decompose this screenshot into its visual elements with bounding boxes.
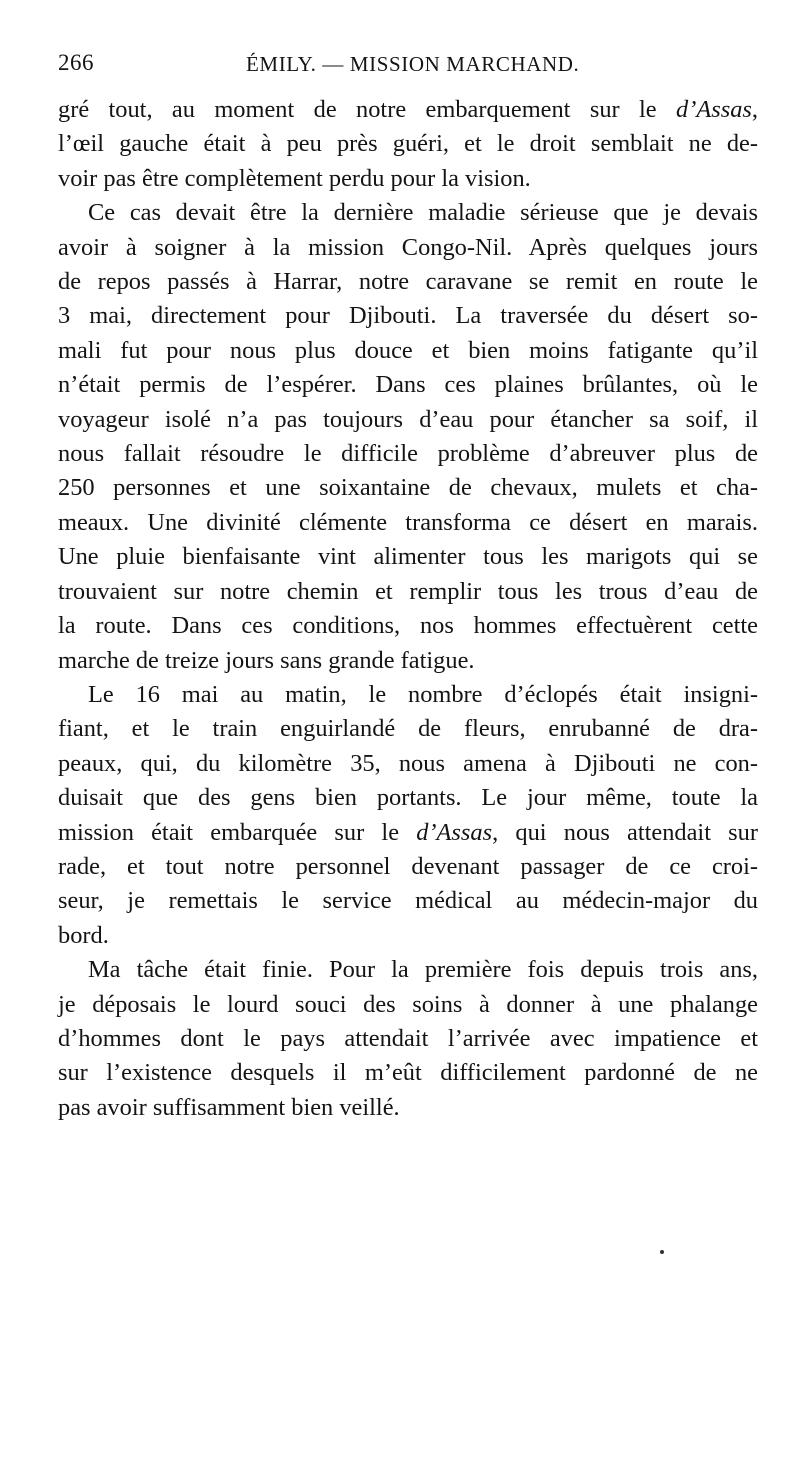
paragraph-3: [58, 678, 758, 953]
text-line: l’œil gauche était à peu près guéri, et le droit semblait ne de-: [58, 130, 758, 158]
paragraph-4: [58, 953, 758, 1125]
text-line: 3 mai, directement pour Djibouti. La traversée du désert so-: [58, 302, 758, 330]
text-line: Ma tâche était finie. Pour la première fois depuis trois ans,: [88, 956, 758, 984]
paragraph-2: [58, 196, 758, 678]
body-text: [58, 93, 758, 1125]
ship-name: d’Assas: [416, 818, 493, 846]
text-line: pas avoir suffisamment bien veillé.: [58, 1093, 400, 1121]
ship-name: d’Assas: [676, 96, 752, 123]
text-line: sur l’existence desquels il m’eût difficilement pardonné de ne: [58, 1059, 758, 1087]
text-line: la route. Dans ces conditions, nos hommes effectuèrent cette: [58, 612, 758, 640]
text-line: 250 personnes et une soixantaine de chevaux, mulets et cha-: [58, 474, 758, 502]
text-line: rade, et tout notre personnel devenant passager de ce croi-: [58, 852, 758, 880]
text-line: gré tout, au moment de notre embarquement sur le d’Assas,: [58, 96, 758, 123]
page-header: [58, 50, 718, 90]
text-line: voir pas être complètement perdu pour la vision.: [58, 164, 531, 192]
paragraph-1: [58, 93, 758, 196]
text-line: Le 16 mai au matin, le nombre d’éclopés était insigni-: [88, 680, 758, 708]
text-line: je déposais le lourd souci des soins à donner à une phalange: [58, 990, 758, 1018]
text-line: meaux. Une divinité clémente transforma ce désert en marais.: [58, 508, 758, 536]
paper-speck: [660, 1250, 664, 1254]
text-line: Une pluie bienfaisante vint alimenter tous les marigots qui se: [58, 543, 758, 571]
text-line: duisait que des gens bien portants. Le jour même, toute la: [58, 784, 758, 812]
text-line: marche de treize jours sans grande fatigue.: [58, 646, 475, 674]
text-line: bord.: [58, 921, 109, 949]
text-line: de repos passés à Harrar, notre caravane se remit en route le: [58, 268, 758, 296]
text-line: Ce cas devait être la dernière maladie sérieuse que je devais: [88, 199, 758, 227]
page-number: 266: [58, 50, 94, 75]
text-line: voyageur isolé n’a pas toujours d’eau pour étancher sa soif, il: [58, 405, 758, 433]
text-line: fiant, et le train enguirlandé de fleurs, enrubanné de dra-: [58, 715, 758, 743]
text-line: mali fut pour nous plus douce et bien moins fatigante qu’il: [58, 336, 758, 364]
text-line: mission était embarquée sur le d’Assas, qui nous attendait sur: [58, 818, 758, 846]
text-line: d’hommes dont le pays attendait l’arrivée avec impatience et: [58, 1024, 758, 1052]
text-line: n’était permis de l’espérer. Dans ces plaines brûlantes, où le: [58, 371, 758, 399]
running-title: ÉMILY. — MISSION MARCHAND.: [246, 52, 580, 76]
text-line: seur, je remettais le service médical au médecin-major du: [58, 887, 758, 915]
text-line: avoir à soigner à la mission Congo-Nil. Après quelques jours: [58, 233, 758, 261]
text-line: nous fallait résoudre le difficile problème d’abreuver plus de: [58, 440, 758, 468]
text-line: trouvaient sur notre chemin et remplir tous les trous d’eau de: [58, 577, 758, 605]
text-line: peaux, qui, du kilomètre 35, nous amena à Djibouti ne con-: [58, 749, 758, 777]
